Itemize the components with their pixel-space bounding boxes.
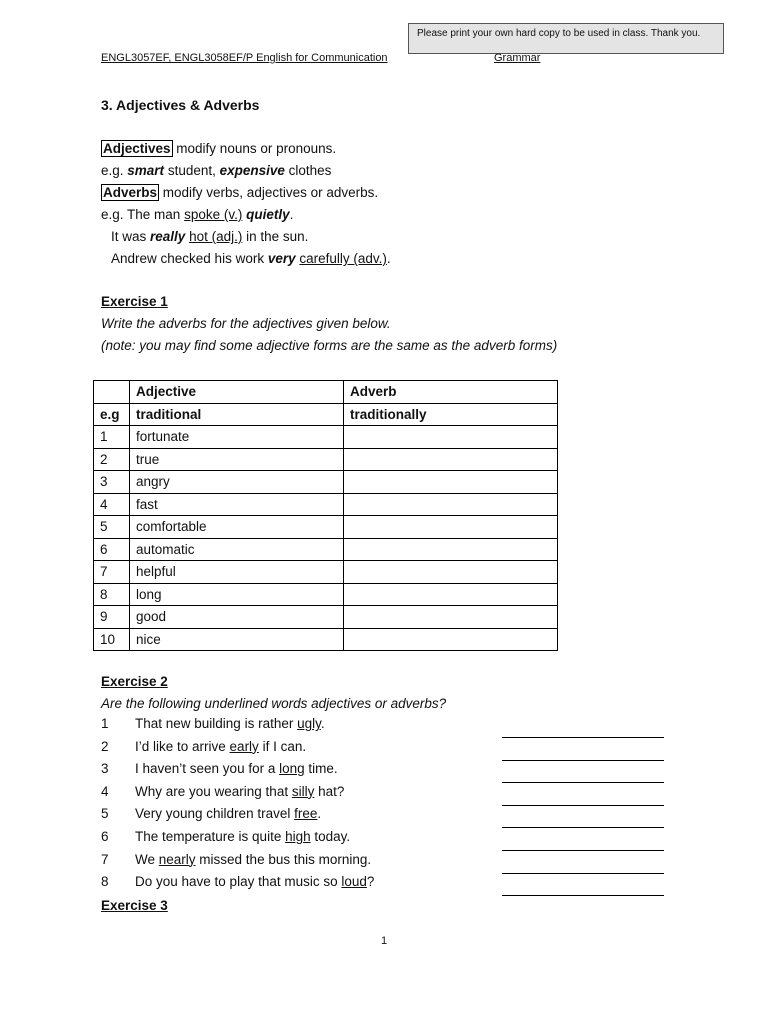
row-adjective: automatic <box>130 538 344 561</box>
question-before: That new building is rather <box>135 716 298 731</box>
row-number: 6 <box>94 538 130 561</box>
answer-line[interactable] <box>502 782 664 783</box>
row-number: 3 <box>94 471 130 494</box>
question-after: . <box>320 716 325 731</box>
question-text <box>135 829 350 844</box>
row-adverb-answer[interactable] <box>344 538 558 561</box>
row-adjective: fast <box>130 493 344 516</box>
underlined-word: silly <box>291 783 315 799</box>
header-adjective: Adjective <box>130 381 344 404</box>
exercise-2-heading: Exercise 2 <box>101 674 168 689</box>
example-text: e.g. The man <box>101 207 185 222</box>
table-row <box>94 516 558 539</box>
question-after: ? <box>366 874 375 890</box>
question-text <box>135 874 374 889</box>
row-adjective: nice <box>130 628 344 651</box>
question-number: 2 <box>101 738 109 754</box>
row-adjective: good <box>130 606 344 629</box>
table-row <box>94 538 558 561</box>
row-number: 10 <box>94 628 130 651</box>
row-adverb-answer[interactable] <box>344 561 558 584</box>
table-example-row <box>94 403 558 426</box>
table-row <box>94 628 558 651</box>
question-after: hat? <box>314 783 345 799</box>
example-word: expensive <box>219 163 285 178</box>
row-adverb-answer[interactable] <box>344 628 558 651</box>
example-word: very <box>267 251 296 266</box>
topic-header: Grammar <box>494 52 541 64</box>
table-row <box>94 561 558 584</box>
row-number: 4 <box>94 493 130 516</box>
example-prefix: e.g. <box>101 163 128 178</box>
adverbs-example-1 <box>101 205 293 225</box>
question-number: 1 <box>101 716 109 731</box>
row-adjective: fortunate <box>130 426 344 449</box>
row-number: 9 <box>94 606 130 629</box>
row-adverb-answer[interactable] <box>344 471 558 494</box>
row-adjective: comfortable <box>130 516 344 539</box>
question-number: 4 <box>101 783 109 799</box>
underlined-word: loud <box>341 874 367 890</box>
underlined-word: free <box>294 806 318 822</box>
row-adjective: helpful <box>130 561 344 584</box>
question-number: 8 <box>101 874 109 890</box>
row-number: 5 <box>94 516 130 539</box>
row-number: 8 <box>94 583 130 606</box>
underlined-word: long <box>279 761 305 777</box>
table-row <box>94 448 558 471</box>
question-after: time. <box>304 761 338 777</box>
question-before: Why are you wearing that <box>135 783 292 799</box>
exercise-2-instruction: Are the following underlined words adjectives or adverbs? <box>101 696 447 711</box>
answer-line[interactable] <box>502 895 664 896</box>
underlined-word: early <box>229 738 259 754</box>
example-word: really <box>150 229 186 244</box>
question-text <box>135 739 306 754</box>
question-text <box>135 784 344 799</box>
example-num: e.g <box>94 403 130 426</box>
example-text: It was <box>111 229 151 244</box>
question-number: 5 <box>101 806 109 822</box>
row-number: 2 <box>94 448 130 471</box>
adverbs-def-text: modify verbs, adjectives or adverbs. <box>159 185 379 200</box>
question-after: . <box>317 806 322 822</box>
example-text: in the sun. <box>242 229 309 244</box>
example-word: quietly <box>246 207 290 222</box>
example-adj: hot (adj.) <box>189 229 243 244</box>
adjectives-term: Adjectives <box>103 141 171 156</box>
adjectives-def-text: modify nouns or pronouns. <box>172 141 337 156</box>
row-number: 1 <box>94 426 130 449</box>
question-after: missed the bus this morning. <box>195 851 372 867</box>
table-row <box>94 606 558 629</box>
adverbs-example-2 <box>111 227 308 247</box>
table-header-row <box>94 381 558 404</box>
exercise-1-heading: Exercise 1 <box>101 294 168 309</box>
answer-line[interactable] <box>502 827 664 828</box>
row-adjective: true <box>130 448 344 471</box>
adverbs-definition <box>101 183 378 203</box>
exercise-3-heading: Exercise 3 <box>101 898 168 913</box>
question-number: 6 <box>101 829 109 844</box>
question-text <box>135 806 321 821</box>
row-adverb-answer[interactable] <box>344 583 558 606</box>
row-number: 7 <box>94 561 130 584</box>
header-adverb: Adverb <box>344 381 558 404</box>
question-before: We <box>135 851 159 867</box>
answer-line[interactable] <box>502 850 664 851</box>
example-word: smart <box>127 163 165 178</box>
table-row <box>94 471 558 494</box>
question-number: 7 <box>101 851 109 867</box>
question-before: The temperature is quite <box>135 829 286 844</box>
answer-line[interactable] <box>502 805 664 806</box>
underlined-word: ugly <box>297 716 321 731</box>
example-text: clothes <box>284 163 332 178</box>
question-text <box>135 716 325 731</box>
question-before: Very young children travel <box>135 806 295 822</box>
underlined-word: nearly <box>158 851 196 867</box>
question-before: Do you have to play that music so <box>135 874 342 890</box>
adverbs-example-3 <box>111 249 391 269</box>
exercise-1-instruction: Write the adverbs for the adjectives given below. <box>101 316 391 331</box>
course-header: ENGL3057EF, ENGL3058EF/P English for Communication <box>101 52 388 64</box>
example-verb: spoke (v.) <box>184 207 243 222</box>
row-adverb-answer[interactable] <box>344 493 558 516</box>
table-row <box>94 583 558 606</box>
question-text <box>135 852 371 867</box>
question-after: today. <box>310 829 351 844</box>
row-adverb-answer[interactable] <box>344 448 558 471</box>
row-adverb-answer[interactable] <box>344 426 558 449</box>
example-adjective: traditional <box>130 403 344 426</box>
example-text: . <box>289 207 294 222</box>
row-adjective: long <box>130 583 344 606</box>
row-adverb-answer[interactable] <box>344 606 558 629</box>
example-adverb: traditionally <box>344 403 558 426</box>
print-notice: Please print your own hard copy to be used in class. Thank you. <box>408 23 724 54</box>
answer-line[interactable] <box>502 873 664 874</box>
question-text <box>135 761 338 776</box>
example-text: student, <box>164 163 220 178</box>
row-adverb-answer[interactable] <box>344 516 558 539</box>
example-text: Andrew checked his work <box>111 251 268 266</box>
answer-line[interactable] <box>502 737 664 738</box>
adjectives-example <box>101 161 331 181</box>
question-before: I’d like to arrive <box>135 738 230 754</box>
row-adjective: angry <box>130 471 344 494</box>
page-number: 1 <box>381 935 388 947</box>
question-after: if I can. <box>258 738 307 754</box>
adjectives-definition <box>101 139 336 159</box>
table-row <box>94 493 558 516</box>
adverbs-term: Adverbs <box>103 185 158 200</box>
header-num <box>94 381 130 404</box>
underlined-word: high <box>285 829 311 844</box>
answer-line[interactable] <box>502 760 664 761</box>
example-text: . <box>386 251 391 266</box>
exercise-1-note: (note: you may find some adjective forms are the same as the adverb forms) <box>101 338 558 353</box>
question-before: I haven’t seen you for a <box>135 761 280 777</box>
table-row <box>94 426 558 449</box>
page-title: 3. Adjectives & Adverbs <box>101 97 260 113</box>
example-adv: carefully (adv.) <box>299 251 387 266</box>
exercise-1-table <box>93 380 558 651</box>
question-number: 3 <box>101 761 109 777</box>
